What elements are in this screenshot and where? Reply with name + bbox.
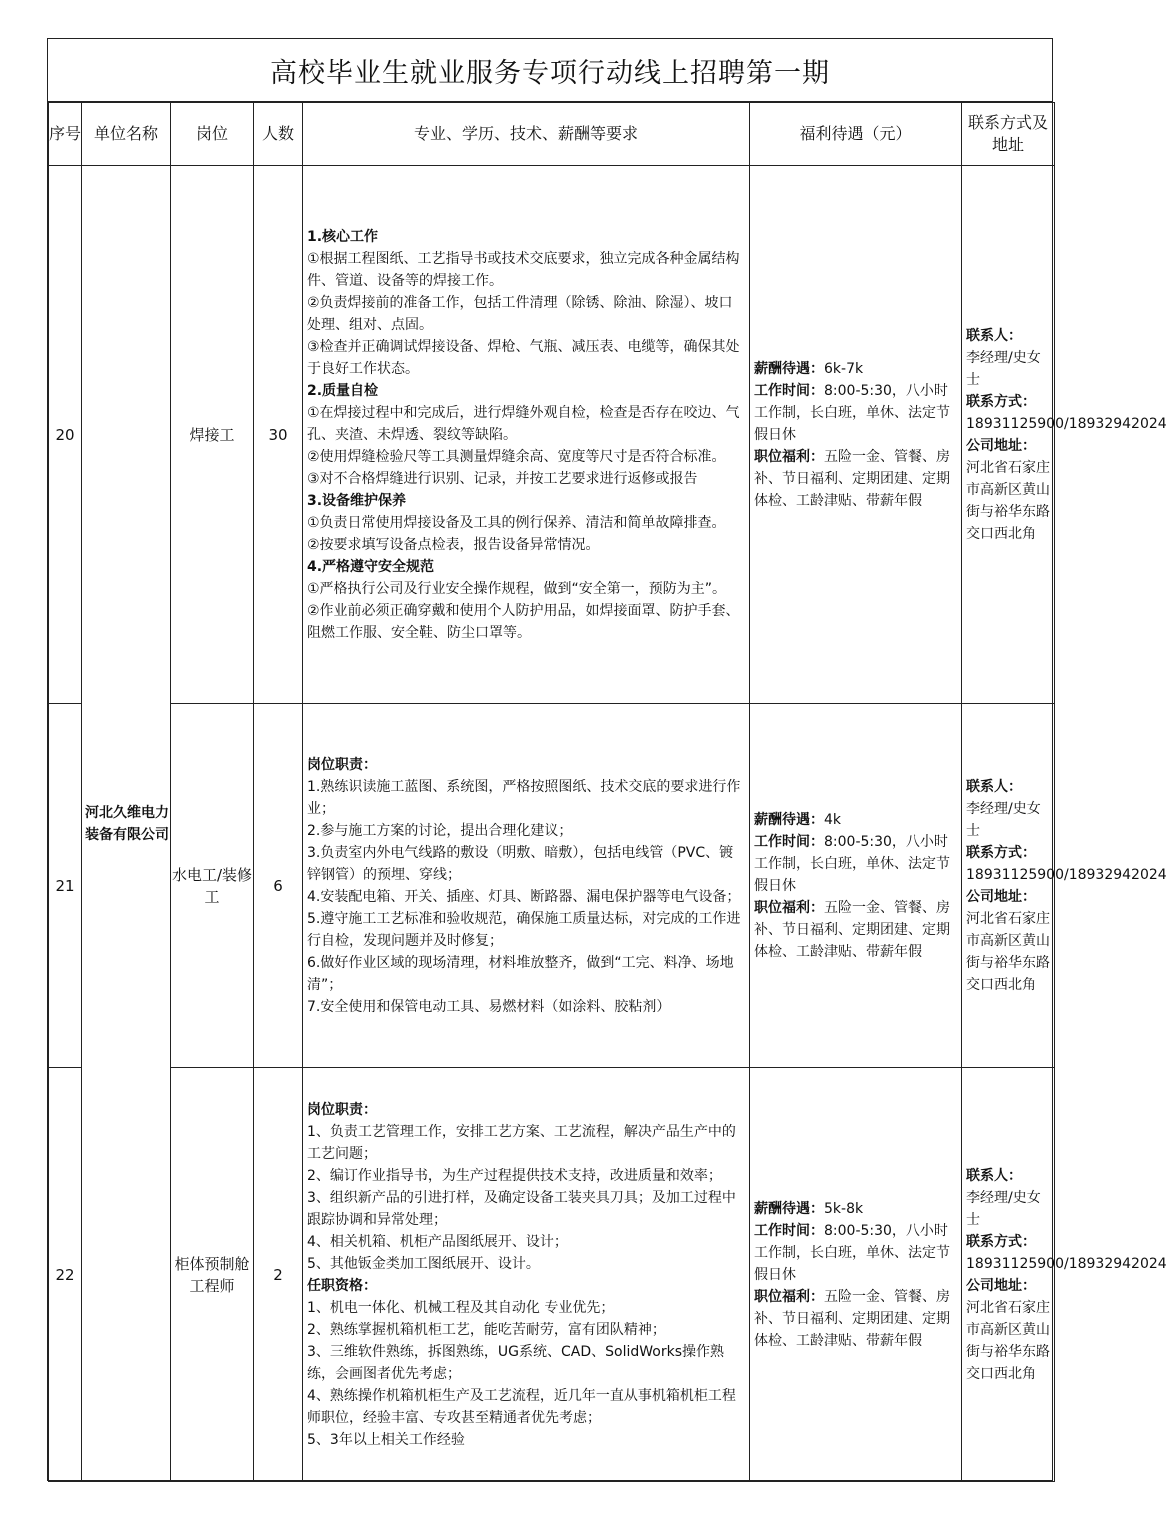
- benefit-line: [754, 831, 957, 897]
- benefit-value: 8:00-5:30，八小时工作制，长白班，单休、法定节假日休: [754, 1222, 950, 1283]
- row-count: 2: [254, 1068, 303, 1482]
- contact-label: 公司地址：: [966, 437, 1036, 454]
- contact-label: 联系方式：: [966, 1233, 1036, 1250]
- contact-label: 公司地址：: [966, 888, 1036, 905]
- benefit-line: [754, 809, 957, 831]
- requirement-line: ①负责日常使用焊接设备及工具的例行保养、清洁和简单故障排查。: [307, 514, 726, 531]
- requirement-line: 1.熟练识读施工蓝图、系统图，严格按照图纸、技术交底的要求进行作业；: [307, 778, 741, 817]
- requirement-line: ②按要求填写设备点检表，报告设备异常情况。: [307, 536, 600, 553]
- benefit-line: [754, 446, 957, 512]
- contact-label: 联系方式：: [966, 393, 1036, 410]
- header-requirements: 专业、学历、技术、薪酬等要求: [303, 103, 750, 166]
- table-row: [49, 704, 1055, 1068]
- contact-value: 河北省石家庄市高新区黄山街与裕华东路交口西北角: [966, 1299, 1050, 1382]
- requirement-line: 2.参与施工方案的讨论，提出合理化建议；: [307, 822, 573, 839]
- benefit-value: 8:00-5:30，八小时工作制，长白班，单休、法定节假日休: [754, 833, 950, 894]
- requirement-line: 4、熟练操作机箱机柜生产及工艺流程，近几年一直从事机箱机柜工程师职位，经验丰富、专攻甚至精通者优先考虑；: [307, 1387, 736, 1426]
- contact-value: 18931125900/18932942024: [966, 415, 1167, 432]
- benefit-value: 5k-8k: [824, 1200, 864, 1217]
- benefit-line: [754, 897, 957, 963]
- benefit-value: 五险一金、管餐、房补、节日福利、定期团建、定期体检、工龄津贴、带薪年假: [754, 1288, 950, 1349]
- contact-label: 联系人：: [966, 327, 1022, 344]
- table-row: [49, 1068, 1055, 1482]
- page-title: 高校毕业生就业服务专项行动线上招聘第一期: [48, 39, 1052, 102]
- row-post: 焊接工: [171, 166, 254, 704]
- row-requirements: [303, 166, 750, 704]
- requirement-line: 5、其他钣金类加工图纸展开、设计。: [307, 1255, 540, 1272]
- row-benefits: [750, 704, 962, 1068]
- row-contact: [962, 166, 1167, 704]
- requirement-line: 5.遵守施工工艺标准和验收规范，确保施工质量达标，对完成的工作进行自检，发现问题并及时修复；: [307, 910, 741, 949]
- benefit-label: 职位福利：: [754, 1288, 824, 1305]
- benefit-value: 6k-7k: [824, 360, 864, 377]
- benefit-line: [754, 358, 957, 380]
- contact-line: [966, 1165, 1050, 1231]
- recruitment-sheet: [47, 38, 1167, 1481]
- contact-line: [966, 391, 1167, 435]
- benefit-label: 工作时间：: [754, 1222, 824, 1239]
- row-seq: 20: [49, 166, 82, 704]
- requirement-line: ③对不合格焊缝进行识别、记录，并按工艺要求进行返修或报告: [307, 470, 698, 487]
- row-post: 柜体预制舱工程师: [171, 1068, 254, 1482]
- requirement-line: 7.安全使用和保管电动工具、易燃材料（如涂料、胶粘剂）: [307, 998, 671, 1015]
- row-requirements: [303, 704, 750, 1068]
- benefit-value: 8:00-5:30，八小时工作制，长白班，单休、法定节假日休: [754, 382, 950, 443]
- requirement-line: ②使用焊缝检验尺等工具测量焊缝余高、宽度等尺寸是否符合标准。: [307, 448, 726, 465]
- contact-value: 李经理/史女士: [966, 349, 1041, 388]
- header-seq: 序号: [49, 103, 82, 166]
- contact-value: 18931125900/18932942024: [966, 1255, 1167, 1272]
- row-count: 6: [254, 704, 303, 1068]
- row-requirements: [303, 1068, 750, 1482]
- header-row: [49, 103, 1055, 166]
- requirement-line: 6.做好作业区域的现场清理，材料堆放整齐，做到“工完、料净、场地清”；: [307, 954, 734, 993]
- row-contact: [962, 704, 1167, 1068]
- requirement-line: 1、负责工艺管理工作，安排工艺方案、工艺流程，解决产品生产中的工艺问题；: [307, 1123, 736, 1162]
- requirement-line: 1.核心工作: [307, 228, 379, 245]
- requirement-line: 岗位职责：: [307, 756, 377, 773]
- requirement-line: 3、组织新产品的引进打样，及确定设备工装夹具刀具；及加工过程中跟踪协调和异常处理；: [307, 1189, 736, 1228]
- row-seq: 21: [49, 704, 82, 1068]
- requirement-line: 4.严格遵守安全规范: [307, 558, 435, 575]
- requirement-line: 5、3年以上相关工作经验: [307, 1431, 465, 1448]
- benefit-label: 职位福利：: [754, 899, 824, 916]
- contact-value: 李经理/史女士: [966, 800, 1041, 839]
- requirement-line: ①严格执行公司及行业安全操作规程，做到“安全第一，预防为主”。: [307, 580, 727, 597]
- benefit-line: [754, 1286, 957, 1352]
- header-post: 岗位: [171, 103, 254, 166]
- requirement-line: 3.负责室内外电气线路的敷设（明敷、暗敷），包括电线管（PVC、镀锌钢管）的预埋、穿线；: [307, 844, 734, 883]
- benefit-label: 工作时间：: [754, 382, 824, 399]
- job-table: [48, 102, 1167, 1482]
- requirement-line: 任职资格：: [307, 1277, 377, 1294]
- requirement-line: ③检查并正确调试焊接设备、焊枪、气瓶、减压表、电缆等，确保其处于良好工作状态。: [307, 338, 740, 377]
- contact-label: 联系人：: [966, 778, 1022, 795]
- requirement-line: 岗位职责：: [307, 1101, 377, 1118]
- row-seq: 22: [49, 1068, 82, 1482]
- contact-label: 联系人：: [966, 1167, 1022, 1184]
- contact-value: 河北省石家庄市高新区黄山街与裕华东路交口西北角: [966, 910, 1050, 993]
- requirement-line: 4、相关机箱、机柜产品图纸展开、设计；: [307, 1233, 568, 1250]
- benefit-line: [754, 1198, 957, 1220]
- unit-name: 河北久维电力装备有限公司: [82, 166, 171, 1482]
- benefit-label: 薪酬待遇：: [754, 360, 824, 377]
- benefit-label: 薪酬待遇：: [754, 1200, 824, 1217]
- contact-label: 联系方式：: [966, 844, 1036, 861]
- contact-value: 18931125900/18932942024: [966, 866, 1167, 883]
- contact-line: [966, 842, 1167, 886]
- requirement-line: 2、编订作业指导书，为生产过程提供技术支持，改进质量和效率；: [307, 1167, 722, 1184]
- contact-line: [966, 325, 1050, 391]
- requirement-line: ②负责焊接前的准备工作，包括工件清理（除锈、除油、除湿）、坡口处理、组对、点固。: [307, 294, 733, 333]
- header-unit: 单位名称: [82, 103, 171, 166]
- benefit-label: 薪酬待遇：: [754, 811, 824, 828]
- contact-value: 李经理/史女士: [966, 1189, 1041, 1228]
- contact-line: [966, 776, 1050, 842]
- benefit-line: [754, 380, 957, 446]
- requirement-line: 2、熟练掌握机箱机柜工艺，能吃苦耐劳，富有团队精神；: [307, 1321, 666, 1338]
- requirement-line: 1、机电一体化、机械工程及其自动化 专业优先；: [307, 1299, 615, 1316]
- requirement-line: ①在焊接过程中和完成后，进行焊缝外观自检，检查是否存在咬边、气孔、夹渣、未焊透、裂纹等缺陷。: [307, 404, 740, 443]
- header-count: 人数: [254, 103, 303, 166]
- benefit-value: 4k: [824, 811, 842, 828]
- contact-line: [966, 886, 1050, 996]
- benefit-value: 五险一金、管餐、房补、节日福利、定期团建、定期体检、工龄津贴、带薪年假: [754, 899, 950, 960]
- row-post: 水电工/装修工: [171, 704, 254, 1068]
- benefit-line: [754, 1220, 957, 1286]
- row-contact: [962, 1068, 1167, 1482]
- requirement-line: 2.质量自检: [307, 382, 379, 399]
- table-row: [49, 166, 1055, 704]
- contact-value: 河北省石家庄市高新区黄山街与裕华东路交口西北角: [966, 459, 1050, 542]
- contact-line: [966, 435, 1050, 545]
- benefit-value: 五险一金、管餐、房补、节日福利、定期团建、定期体检、工龄津贴、带薪年假: [754, 448, 950, 509]
- requirement-line: 3、三维软件熟练，拆图熟练，UG系统、CAD、SolidWorks操作熟练，会画图者优先考虑；: [307, 1343, 724, 1382]
- contact-label: 公司地址：: [966, 1277, 1036, 1294]
- contact-line: [966, 1231, 1167, 1275]
- row-benefits: [750, 166, 962, 704]
- row-count: 30: [254, 166, 303, 704]
- row-benefits: [750, 1068, 962, 1482]
- requirement-line: 4.安装配电箱、开关、插座、灯具、断路器、漏电保护器等电气设备；: [307, 888, 741, 905]
- header-contact: 联系方式及地址: [962, 103, 1055, 166]
- requirement-line: 3.设备维护保养: [307, 492, 407, 509]
- benefit-label: 职位福利：: [754, 448, 824, 465]
- header-benefits: 福利待遇（元）: [750, 103, 962, 166]
- benefit-label: 工作时间：: [754, 833, 824, 850]
- contact-line: [966, 1275, 1050, 1385]
- requirement-line: ②作业前必须正确穿戴和使用个人防护用品，如焊接面罩、防护手套、阻燃工作服、安全鞋、防尘口罩等。: [307, 602, 740, 641]
- requirement-line: ①根据工程图纸、工艺指导书或技术交底要求，独立完成各种金属结构件、管道、设备等的焊接工作。: [307, 250, 740, 289]
